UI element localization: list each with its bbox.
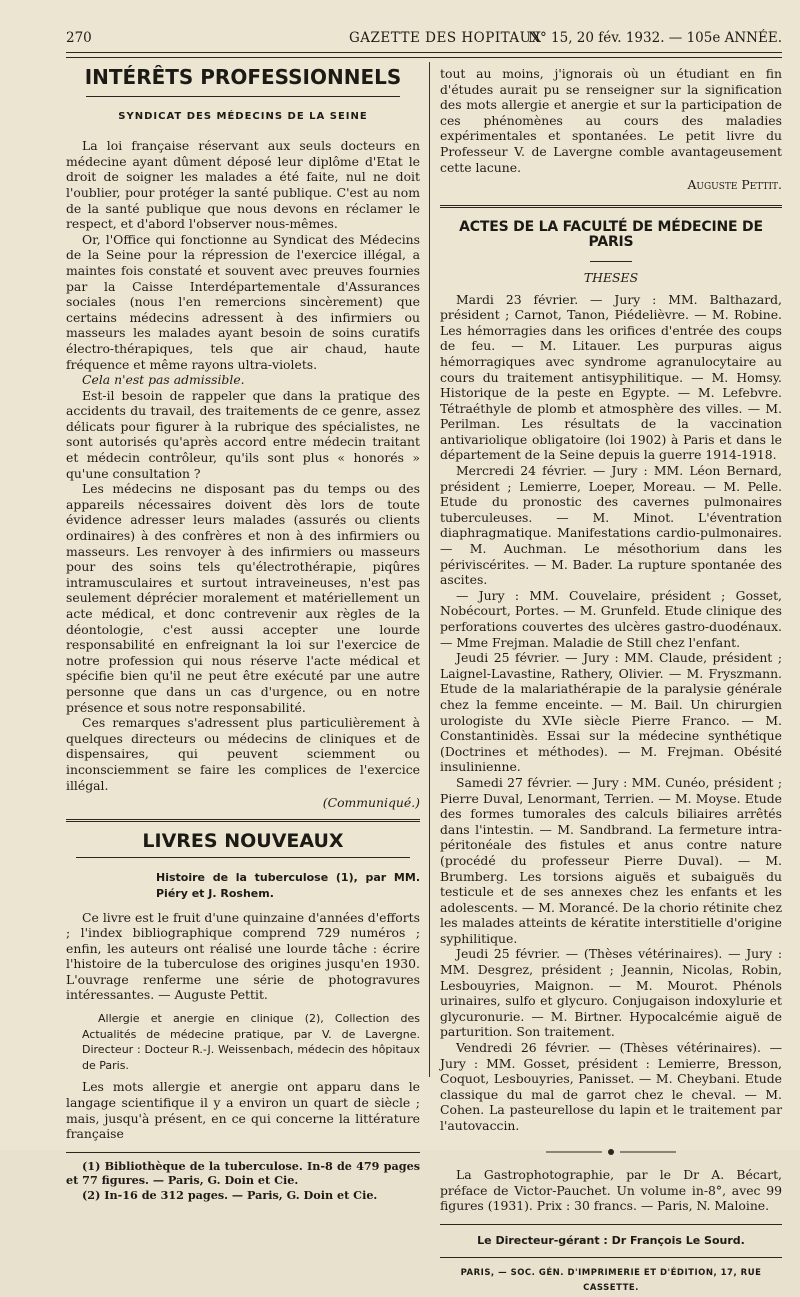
- interets-paragraph: Ces remarques s'adressent plus particulièrement à quelques directeurs ou médecins de cliniques et de dispensaires, qui peuvent sciemment ou inconsciemment se faire les complices de l'exercice illégal.: [66, 715, 420, 793]
- interets-paragraph: Or, l'Office qui fonctionne au Syndicat des Médecins de la Seine pour la répression de l'exercice illégal, a maintes fois constaté et souvent avec preuves fournies par la Caisse Interdépartementale d'Assurances sociales (nous l'en remercions sincèrement) que certains médecins adressent à des infirmiers ou masseurs les malades ayant besoin de soins curatifs électro-thérapiques, tels que air chaud, haute fréquence et même rayons ultra-violets.: [66, 231, 420, 372]
- interets-paragraph: La loi française réservant aux seuls docteurs en médecine ayant dûment déposé leur diplôme d'Etat le droit de soigner les malades a été faite, nul ne doit l'oublier, pour protéger la santé publique. C'est au nom de la santé publique que nous devons en réclamer le respect, et d'abord l'observer nous-mêmes.: [66, 138, 420, 232]
- theses-subtitle: THESES: [583, 269, 639, 285]
- section-rule: [440, 205, 782, 208]
- page-header: [66, 24, 782, 50]
- continuation-text: tout au moins, j'ignorais où un étudiant en fin d'études aurait pu se renseigner sur la signification des mots allergie et anergie et sur la participation de ces phénomènes au cours des maladies expérimentales et spontanées. Le petit livre du Professeur V. de Lavergne comble avantageusement cette lacune.: [440, 66, 782, 175]
- issue-info: N° 15, 20 fév. 1932. — 105e ANNÉE.: [528, 30, 782, 46]
- thesis-entry: Vendredi 26 février. — (Thèses vétérinaires). — Jury : MM. Gosset, président : Lemierre, Bresson, Coquot, Lesbouyries, Panisset. — M. Cheybani. Etude classique du mal de garrot chez le cheval. — M. Cohen. La pasteurellose du lapin et le traitement par l'autovaccin.: [440, 1040, 782, 1133]
- book-1-review: Ce livre est le fruit d'une quinzaine d'années d'efforts ; l'index bibliographique comprend 729 numéros ; enfin, les auteurs ont réalisé une lourde tâche : écrire l'histoire de la tuberculose des origines jusqu'en 1930. L'ouvrage renferme une série de photogravures intéressantes. — Auguste Pettit.: [66, 909, 420, 1003]
- thesis-entry: Samedi 27 février. — Jury : MM. Cunéo, président ; Pierre Duval, Lenormant, Terrien. — M. Moyse. Etude des formes tumorales des calculs biliaires arrêtés dans l'intestin. — M. Sandbrand. La fermeture intra-péritonéale des fistules et anus contre nature (procédé du professeur Pierre Duval). — M. Brumberg. Les torsions aiguës et subaiguës du testicule et de ses annexes chez les enfants et les adolescents. — M. Morancé. De la chorio rétinite chez les malades atteints de kératite interstitielle d'origine syphilitique.: [440, 774, 782, 946]
- page-number: 270: [66, 30, 92, 46]
- section-rule: [66, 819, 420, 822]
- header-rule: [66, 52, 782, 53]
- ornament-divider-icon: [546, 1148, 676, 1156]
- footer-rule-2: [440, 1257, 782, 1258]
- interets-title: INTÉRÊTS PROFESSIONNELS: [84, 65, 402, 89]
- footnote-1: (1) Bibliothèque de la tuberculose. In-8 de 479 pages et 77 figures. — Paris, G. Doin et Cie.: [66, 1158, 420, 1188]
- interets-paragraph: Cela n'est pas admissible.: [82, 372, 245, 388]
- thesis-entry: — Jury : MM. Couvelaire, président ; Gosset, Nobécourt, Portes. — M. Grunfeld. Etude clinique des perforations couvertes des ulcères gastro-duodénaux. — Mme Frejman. Maladie de Still chez l'enfant.: [440, 587, 782, 650]
- directeur-gerant: Le Directeur-gérant : Dr François Le Sourd.: [477, 1233, 745, 1247]
- book-2-review: Les mots allergie et anergie ont apparu dans le langage scientifique il y a environ un quart de siècle ; mais, jusqu'à présent, en ce qui concerne la littérature française: [66, 1079, 420, 1142]
- left-column: [66, 66, 420, 1202]
- interets-paragraph: Est-il besoin de rappeler que dans la pratique des accidents du travail, des traitements de ce genre, assez délicats pour figurer à la rubrique des spécialistes, ne sont autorisés qu'après accord entre médecin traitant et médecin contrôleur, qu'ils sont plus « honorés » qu'une consultation ?: [66, 387, 420, 481]
- thesis-entry: Jeudi 25 février. — (Thèses vétérinaires). — Jury : MM. Desgrez, président ; Jeannin, Nicolas, Robin, Lesbouyries, Maignon. — M. Mourot. Phénols urinaires, sulfo et glycuro. Conjugaison indoxylurie et glycuronurie. — M. Birtner. Hypocalcémie aiguë de parturition. Son traitement.: [440, 946, 782, 1040]
- header-rule-2: [66, 57, 782, 58]
- actes-rule: [590, 261, 632, 262]
- right-column: [440, 66, 782, 1297]
- interets-rule: [86, 96, 400, 97]
- interets-paragraph: Les médecins ne disposant pas du temps ou des appareils nécessaires doivent dès lors de toute évidence adresser leurs malades (assurés ou clients ordinaires) à des confrères et non à des infirmiers ou masseurs. Les renvoyer à des infirmiers ou masseurs pour des soins tels qu'électrothérapie, piqûres intramusculaires et surtout intraveineuses, n'est pas seulement déprécier moralement et matériellement un acte médical, et donc contrevenir aux règles de la déontologie, c'est aussi accepter une lourde responsabilité en enfreignant la loi sur l'exercice de notre profession qui nous réserve l'acte médical et spécifie bien qu'il ne peut être exécuté par une autre personne que dans un cas d'urgence, ou en notre présence et sous notre responsabilité.: [66, 481, 420, 715]
- column-divider: [429, 62, 430, 1077]
- book-2-title: Allergie et anergie en clinique (2), Collection des Actualités de médecine pratique, par V. de Lavergne. Directeur : Docteur R.-J. Weissenbach, médecin des hôpitaux de Paris.: [82, 1012, 420, 1072]
- footer-rule: [440, 1224, 782, 1225]
- footnote-2: (2) In-16 de 312 pages. — Paris, G. Doin et Cie.: [82, 1187, 378, 1202]
- printer-line: PARIS, — SOC. GÉN. D'IMPRIMERIE ET D'ÉDITION, 17, RUE CASSETTE.: [460, 1267, 762, 1294]
- ornament-divider: [440, 1144, 782, 1160]
- journal-title: GAZETTE DES HOPITAUX: [349, 30, 542, 46]
- interets-subtitle: SYNDICAT DES MÉDECINS DE LA SEINE: [118, 110, 368, 122]
- thesis-entry: Mercredi 24 février. — Jury : MM. Léon Bernard, président ; Lemierre, Loeper, Moreau. — M. Pelle. Etude du pronostic des cavernes pulmonaires tuberculeuses. — M. Minot. L'éventration diaphragmatique. Manifestations cardio-pulmonaires. — M. Auchman. Le mésothorium dans les périviscérites. — M. Bader. La rupture spontanée des ascites.: [440, 463, 782, 588]
- livres-rule: [76, 857, 410, 858]
- continuation-signature: Auguste Pettit.: [687, 177, 782, 193]
- footnote-rule: [66, 1152, 420, 1153]
- thesis-entry: Jeudi 25 février. — Jury : MM. Claude, président ; Laignel-Lavastine, Rathery, Olivier. — M. Fryszmann. Etude de la malariathérapie de la paralysie générale chez la femme enceinte. — M. Bail. Un chirurgien urologiste du XVIe siècle Pierre Franco. — M. Constantinidès. Essai sur la médecine synthétique (Doctrines et méthodes). — M. Frejman. Obésité insulinienne.: [440, 650, 782, 775]
- book-1-title: Histoire de la tuberculose (1), par MM. Piéry et J. Roshem.: [156, 871, 420, 900]
- interets-signature: (Communiqué.): [322, 795, 420, 811]
- gastro-notice: La Gastrophotographie, par le Dr A. Bécart, préface de Victor-Pauchet. Un volume in-8°, avec 99 figures (1931). Prix : 30 francs. — Paris, N. Maloine.: [440, 1167, 782, 1214]
- livres-title: LIVRES NOUVEAUX: [142, 829, 344, 852]
- thesis-entry: Mardi 23 février. — Jury : MM. Balthazard, président ; Carnot, Tanon, Piédelièvre. — M. Robine. Les hémorragies dans les orifices d'entrée des coups de feu. — M. Litauer. Les purpuras aigus hémorragiques avec syndrome agranulocytaire au cours du traitement antisyphilitique. — M. Homsy. Historique de la peste en Egypte. — M. Lefebvre. Tétraéthyle de plomb et atmosphère des villes. — M. Perilman. Les résultats de la vaccination antivariolique obligatoire (loi 1902) à Paris et dans le département de la Seine depuis la guerre 1914-1918.: [440, 291, 782, 463]
- actes-title: ACTES DE LA FACULTÉ DE MÉDECINE DE PARIS: [459, 218, 763, 251]
